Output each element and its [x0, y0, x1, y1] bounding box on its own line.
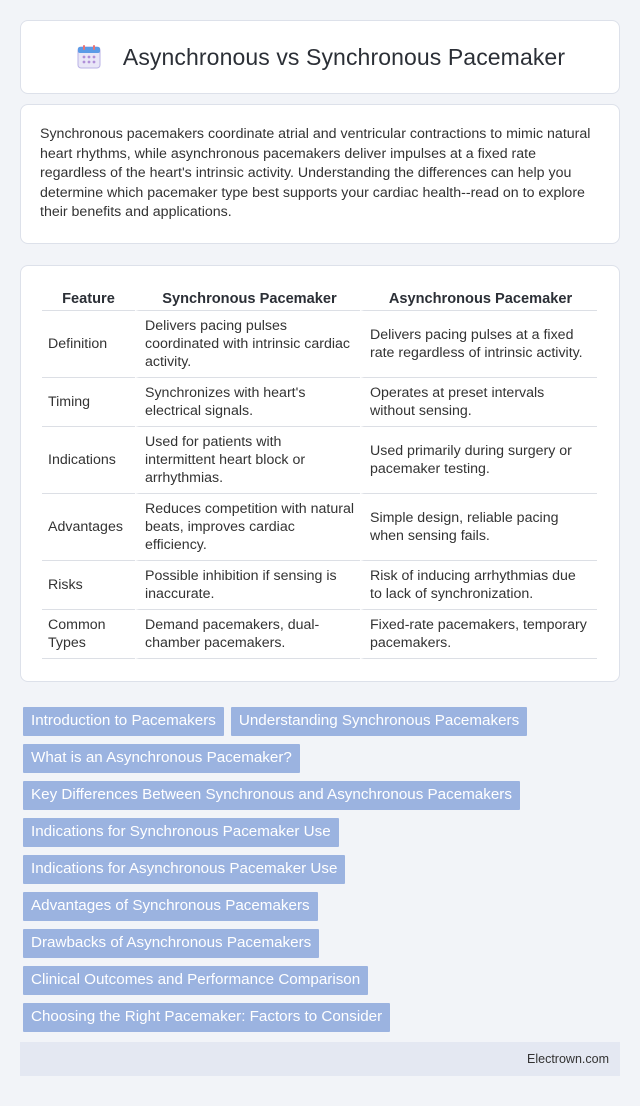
feature-cell: Risks — [42, 561, 135, 610]
table-row — [42, 378, 597, 427]
synchronous-cell: Demand pacemakers, dual-chamber pacemakers. — [135, 610, 360, 659]
header-asynchronous: Asynchronous Pacemaker — [360, 285, 597, 311]
asynchronous-cell: Simple design, reliable pacing when sensing fails. — [360, 494, 597, 561]
asynchronous-cell: Used primarily during surgery or pacemaker testing. — [360, 427, 597, 494]
table-row — [42, 311, 597, 378]
asynchronous-cell: Operates at preset intervals without sensing. — [360, 378, 597, 427]
table-row — [42, 610, 597, 659]
asynchronous-cell: Risk of inducing arrhythmias due to lack of synchronization. — [360, 561, 597, 610]
topic-link[interactable]: Advantages of Synchronous Pacemakers — [23, 892, 318, 921]
synchronous-cell: Reduces competition with natural beats, improves cardiac efficiency. — [135, 494, 360, 561]
topic-link[interactable]: Indications for Asynchronous Pacemaker Use — [23, 855, 345, 884]
footer — [20, 1042, 620, 1076]
table-header-row — [42, 285, 597, 311]
header-synchronous: Synchronous Pacemaker — [135, 285, 360, 311]
comparison-table-card — [20, 265, 620, 682]
feature-cell: Indications — [42, 427, 135, 494]
table-row — [42, 427, 597, 494]
asynchronous-cell: Delivers pacing pulses at a fixed rate regardless of intrinsic activity. — [360, 311, 597, 378]
header-card — [20, 20, 620, 94]
synchronous-cell: Possible inhibition if sensing is inaccurate. — [135, 561, 360, 610]
footer-site-name[interactable]: Electrown.com — [527, 1052, 609, 1066]
table-row — [42, 494, 597, 561]
topic-link[interactable]: Understanding Synchronous Pacemakers — [231, 707, 527, 736]
topic-link[interactable]: Choosing the Right Pacemaker: Factors to Consider — [23, 1003, 390, 1032]
synchronous-cell: Synchronizes with heart's electrical signals. — [135, 378, 360, 427]
topic-link[interactable]: Clinical Outcomes and Performance Comparison — [23, 966, 368, 995]
calendar-icon — [75, 43, 103, 71]
comparison-table — [42, 285, 597, 659]
table-row — [42, 561, 597, 610]
header-feature: Feature — [42, 285, 135, 311]
topic-link[interactable]: Drawbacks of Asynchronous Pacemakers — [23, 929, 319, 958]
synchronous-cell: Delivers pacing pulses coordinated with intrinsic cardiac activity. — [135, 311, 360, 378]
feature-cell: Advantages — [42, 494, 135, 561]
topic-link[interactable]: Introduction to Pacemakers — [23, 707, 224, 736]
intro-text: Synchronous pacemakers coordinate atrial and ventricular contractions to mimic natural heart rhythms, while asynchronous pacemakers deliver impulses at a fixed rate regardless of the heart's intrinsic activity. Understanding the differences can help you determine which pacemaker type best supports your cardiac health--read on to explore their benefits and applications. — [40, 126, 591, 220]
topic-link[interactable]: Indications for Synchronous Pacemaker Use — [23, 818, 339, 847]
topic-links — [20, 704, 620, 1032]
intro-card — [20, 104, 620, 244]
topic-link[interactable]: Key Differences Between Synchronous and Asynchronous Pacemakers — [23, 781, 520, 810]
asynchronous-cell: Fixed-rate pacemakers, temporary pacemakers. — [360, 610, 597, 659]
synchronous-cell: Used for patients with intermittent heart block or arrhythmias. — [135, 427, 360, 494]
topic-link[interactable]: What is an Asynchronous Pacemaker? — [23, 744, 300, 773]
feature-cell: Definition — [42, 311, 135, 378]
feature-cell: Timing — [42, 378, 135, 427]
page-title: Asynchronous vs Synchronous Pacemaker — [122, 43, 566, 70]
feature-cell: Common Types — [42, 610, 135, 659]
